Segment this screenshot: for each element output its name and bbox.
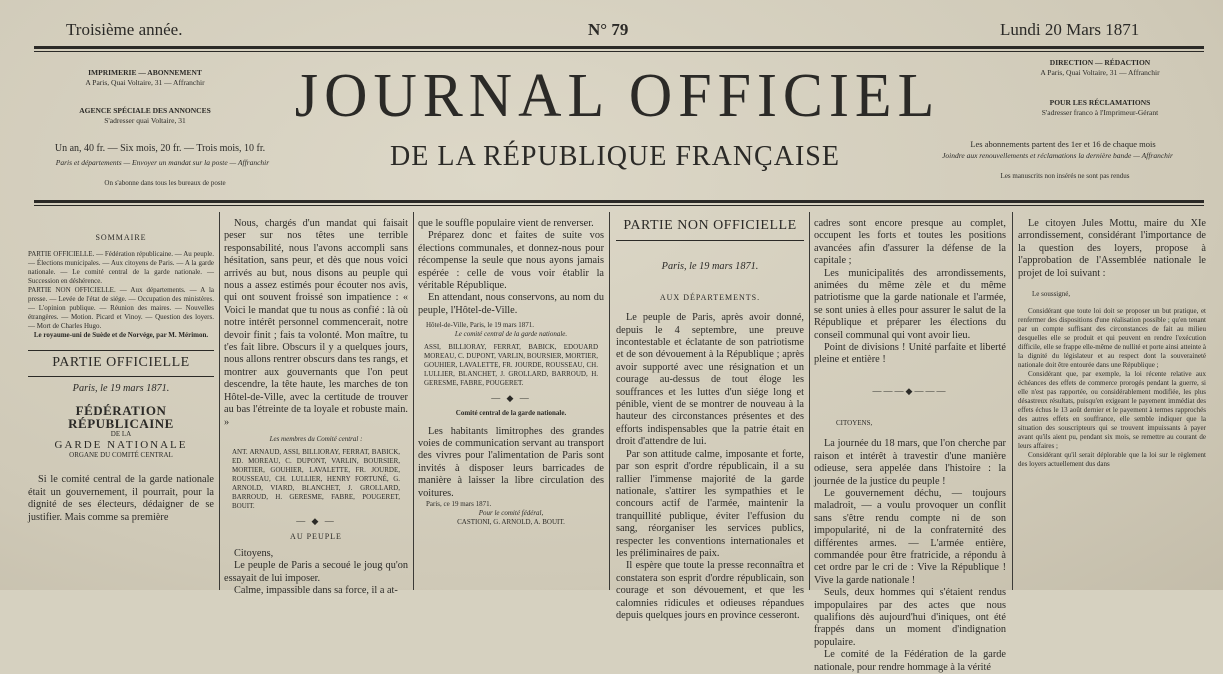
right-info-line4: S'adresser franco à l'Imprimeur-Gérant (1041, 108, 1159, 117)
article-paragraph: Le citoyen Jules Mottu, maire du XIe arrondissement, considérant l'importance de la question des loyers, propose à l'approbation de l'Assemblée nationale le projet de loi suivant : (1018, 218, 1206, 279)
column-2 (224, 218, 408, 596)
divider-ornament: — ◆ — (491, 393, 531, 404)
column-3 (418, 218, 604, 590)
article-paragraph: Considérant qu'il serait déplorable que la loi sur le règlement des loyers actuellement dus dans (1018, 451, 1206, 469)
signature-names: ASSI, BILLIORAY, FERRAT, BABICK, EDOUARD MOREAU, C. DUPONT, VARLIN, BOURSIER, MORTIER, GOUHIER, LAVALETTE, FR. JOURDE, ROUSSEAU, CH. LULLIER, BLANCHET, J. GROLLARD, BARROUD, H. GERESME, FABRE, POUGERET. (424, 343, 598, 388)
column-5 (814, 218, 1006, 673)
left-info-line7: On s'abonne dans tous les bureaux de poste (104, 179, 226, 187)
masthead-title: JOURNAL OFFICIEL (294, 60, 941, 130)
issue-date: Lundi 20 Mars 1871 (1000, 20, 1140, 39)
article-paragraph: Point de divisions ! Unité parfaite et liberté pleine et entière ! (814, 342, 1006, 366)
sommaire-item: PARTIE OFFICIELLE. — Fédération républicaine. — Au peuple. — Élections municipales. — Aux citoyens de Paris. — A la garde nationale. — Le comité central de la garde nationale. — Succession en déshérence. (28, 250, 214, 286)
article-paragraph: Seuls, deux hommes qui s'étaient rendus impopulaires par des actes que nous qualifions dès aujourd'hui d'iniques, ont été frappés dans un moment d'indignation populaire. (814, 587, 1006, 648)
column-rule (219, 212, 220, 590)
right-info-line7: Les manuscrits non insérés ne sont pas rendus (1000, 172, 1130, 180)
dateline: Paris, ce 19 mars 1871. (426, 500, 492, 509)
article-paragraph: Si le comité central de la garde nationale était un gouvernement, il pourrait, pour la dignité de ses électeurs, dédaigner de se justifier. Mais comme sa première (28, 474, 214, 523)
article-paragraph: que le souffle populaire vient de renverser. (418, 218, 594, 229)
article-paragraph: Considérant que, par exemple, la loi récente relative aux échéances des effets de commerce prorogés pendant la guerre, si elle n'est pas rapportée, ou considérablement modifiée, les plus désastreux résultats, puisqu'en exigeant le payement immédiat des effets échus le 13 août dernier et le payement à termes rapprochés des autres effets en souffrance, elle semble indiquer que la situation des souscripteurs qui se trouvent impuissants à payer avant qu'ils aient pu, pendant six mois, se remettre au courant de leurs affaires ; (1018, 370, 1206, 451)
article-subheading: ORGANE DU COMITÉ CENTRAL (69, 451, 173, 460)
section-title-non-officielle: PARTIE NON OFFICIELLE (623, 218, 797, 233)
article-heading: FÉDÉRATION RÉPUBLICAINE (68, 403, 174, 431)
edition-year: Troisième année. (66, 20, 183, 39)
article-heading-de-la: DE LA (110, 430, 132, 439)
article-paragraph: Considérant que toute loi doit se proposer un but pratique, et renfermer des dispositions d'une réalisation possible ; qu'en tenant par un compte suffisant des circonstances de fait au milieu desquelles elle se produit et qui peuvent en rendre l'exécution difficile, elle se frappe elle-même de nullité et porte ainsi atteinte à la dignité du législateur et au respect dont la souveraineté nationale doit être entourée dans une République ; (1018, 307, 1206, 370)
right-info-line5: Les abonnements partent des 1er et 16 de chaque mois (970, 139, 1156, 149)
article-paragraph: Il espère que toute la presse reconnaîtra et constatera son esprit d'ordre républicain, son courage et son dévouement, et que les calomnies ridicules et odieuses répandues depuis quelques jours en province cesseront. (616, 560, 804, 621)
signature-intro: Pour le comité fédéral, (478, 509, 544, 518)
article-paragraph: Les municipalités des arrondissements, animées du même zèle et du même patriotisme que la garde nationale et l'armée, se sont unies à elles pour assurer le salut de la République et préparer les élections du conseil communal qui vont avoir lieu. (814, 267, 1006, 341)
right-info-line6: Joindre aux renouvellements et réclamations la dernière bande — Affranchir (942, 151, 1173, 160)
column-rule (413, 212, 414, 590)
top-rule-thin (34, 51, 1204, 52)
signature-intro: Le comité central de la garde nationale. (454, 330, 568, 339)
article-heading: Le soussigné, (1032, 290, 1071, 299)
signature-names: ANT. ARNAUD, ASSI, BILLIORAY, FERRAT, BABICK, ED. MOREAU, C. DUPONT, VARLIN, BOURSIER, MORTIER, GOUHIER, LAVALETTE, FR. JOURDE, ROUSSEAU, CH. LULLIER, HENRY FORTUNÉ, G. ARNOLD, VIARD, BLANCHET, J. GROLLARD, BARROUD, H. GERESME, FABRE, POUGERET, BOUIT. (232, 447, 400, 510)
dateline: Hôtel-de-Ville, Paris, le 19 mars 1871. (426, 321, 535, 330)
signature-intro: Les membres du Comité central : (269, 434, 363, 443)
article-paragraph: Le peuple de Paris a secoué le joug qu'on essayait de lui imposer. (224, 560, 408, 584)
column-rule (609, 212, 610, 590)
right-info-line3: POUR LES RÉCLAMATIONS (1049, 98, 1151, 107)
article-heading: AU PEUPLE (290, 532, 342, 542)
column-4 (616, 218, 804, 621)
article-paragraph: Nous, chargés d'un mandat qui faisait peser sur nos têtes une terrible responsabilité, nous l'avons accompli sans hésitation, sans peur, et dès que nous voici arrivés au but, nous disons au peuple qui nous a assez estimés pour écouter nos avis, qui ont souvent froissé son impatience : « Voici le mandat que tu nous as confié : là où notre intérêt personnel commencerait, notre devoir finit ; fais ta volonté. Mon maître, tu t'es fait libre. Obscurs il y a quelques jours, nous allons rentrer obscurs dans tes rangs, et montrer aux gouvernants que l'on peut descendre, la tête haute, les marches de ton Hôtel-de-Ville, avec la certitude de trouver au bas l'étreinte de ta loyale et robuste main. » (224, 218, 408, 428)
left-info-line2: A Paris, Quai Voltaire, 31 — Affranchir (85, 78, 205, 87)
article-paragraph: Calme, impassible dans sa force, il a at- (234, 584, 398, 596)
article-paragraph: cadres sont encore presque au complet, occupent les forts et toutes les positions avancées afin d'assurer la défense de la capitale ; (814, 218, 1006, 267)
left-info-line5: Un an, 40 fr. — Six mois, 20 fr. — Trois mois, 10 fr. (54, 143, 266, 154)
top-rule (34, 46, 1204, 49)
dateline: Paris, le 19 mars 1871. (72, 382, 170, 394)
signature-names: CASTIONI, G. ARNOLD, A. BOUIT. (457, 518, 565, 527)
masthead-rule-thin (34, 205, 1204, 206)
article-paragraph: La journée du 18 mars, que l'on cherche par raison et intérêt à travestir d'une manière odieuse, sera appelée dans l'histoire : la journée de la justice du peuple ! (814, 438, 1006, 487)
sommaire-item: Le royaume-uni de Suède et de Norvége, par M. Mérimon. (33, 331, 209, 340)
dateline: Paris, le 19 mars 1871. (661, 261, 759, 273)
article-paragraph: Les habitants limitrophes des grandes voies de communication servant au transport des vivres pour l'alimentation de Paris sont invités à disposer leurs barricades de manière à laisser la libre circulation des voitures. (418, 425, 604, 499)
sommaire-item: PARTIE NON OFFICIELLE. — Aux départements. — A la presse. — Levée de l'état de siége. — Occupation des ministères. — L'opinion publique. — Réunion des maires. — Nouvelles étrangères. — Motion. Picard et Vinoy. — Question des loyers. — Mort de Charles Hugo. (28, 286, 214, 331)
article-paragraph: Le comité de la Fédération de la garde nationale, pour rendre hommage à la vérité (814, 649, 1006, 673)
left-info-line3: AGENCE SPÉCIALE DES ANNONCES (79, 106, 211, 115)
masthead-subtitle: DE LA RÉPUBLIQUE FRANÇAISE (390, 141, 840, 172)
divider-ornament: ———◆——— (872, 385, 948, 396)
article-heading: CITOYENS, (836, 419, 873, 428)
article-heading: Comité central de la garde nationale. (455, 408, 567, 417)
left-info-line6: Paris et départements — Envoyer un mandat sur la poste — Affranchir (55, 158, 270, 167)
right-info-line1: DIRECTION — RÉDACTION (1049, 58, 1151, 67)
column-1 (28, 218, 214, 590)
column-rule (809, 212, 810, 590)
sommaire-heading: SOMMAIRE (95, 233, 147, 242)
issue-number: N° 79 (588, 20, 629, 39)
left-info-line1: IMPRIMERIE — ABONNEMENT (88, 68, 202, 77)
column-rule (1012, 212, 1013, 590)
article-heading-garde: GARDE NATIONALE (54, 439, 188, 452)
article-paragraph: En attendant, nous conservons, au nom du peuple, l'Hôtel-de-Ville. (418, 292, 604, 316)
divider-ornament: — ◆ — (296, 515, 336, 526)
article-heading: AUX DÉPARTEMENTS. (659, 292, 761, 302)
article-paragraph: Par son attitude calme, imposante et forte, par son esprit d'ordre républicain, il a su rallier l'immense majorité de la garde nationale, s'attirer les sympathies et le concours actif de l'armée, maintenir la tranquillité publique, éviter l'effusion du sang, réorganiser les services publics, respecter les conventions internationales et les préliminaires de paix. (616, 448, 804, 559)
article-paragraph: Préparez donc et faites de suite vos élections communales, et donnez-nous pour récompense la seule que nous ayons jamais espérée : celle de vous voir établir la véritable République. (418, 230, 604, 292)
article-paragraph: Le gouvernement déchu, — toujours maladroit, — a voulu provoquer un conflit sans s'être rendu compte ni de son impopularité, ni de la confraternité des différentes armes. — L'armée entière, commandée pour être fratricide, a répondu à cet ordre par le cri de : Vive la République ! Vive la garde nationale ! (814, 487, 1006, 586)
column-6 (1018, 218, 1206, 590)
article-paragraph: Le peuple de Paris, après avoir donné, depuis le 4 septembre, une preuve incontestable et éclatante de son patriotisme et de son dévouement à la République ; après avoir supporté avec une résignation et un courage au-dessus de tout éloge les souffrances et les luttes d'un siége long et pénible, vient de se montrer de nouveau à la hauteur des circonstances présentes et des efforts indispensables que la patrie était en droit d'attendre de lui. (616, 312, 804, 448)
left-info-line4: S'adresser quai Voltaire, 31 (104, 116, 186, 125)
masthead-rule (34, 200, 1204, 203)
section-title-officielle: PARTIE OFFICIELLE (52, 355, 190, 371)
right-info-line2: A Paris, Quai Voltaire, 31 — Affranchir (1040, 68, 1160, 77)
article-paragraph: Citoyens, (234, 547, 274, 559)
